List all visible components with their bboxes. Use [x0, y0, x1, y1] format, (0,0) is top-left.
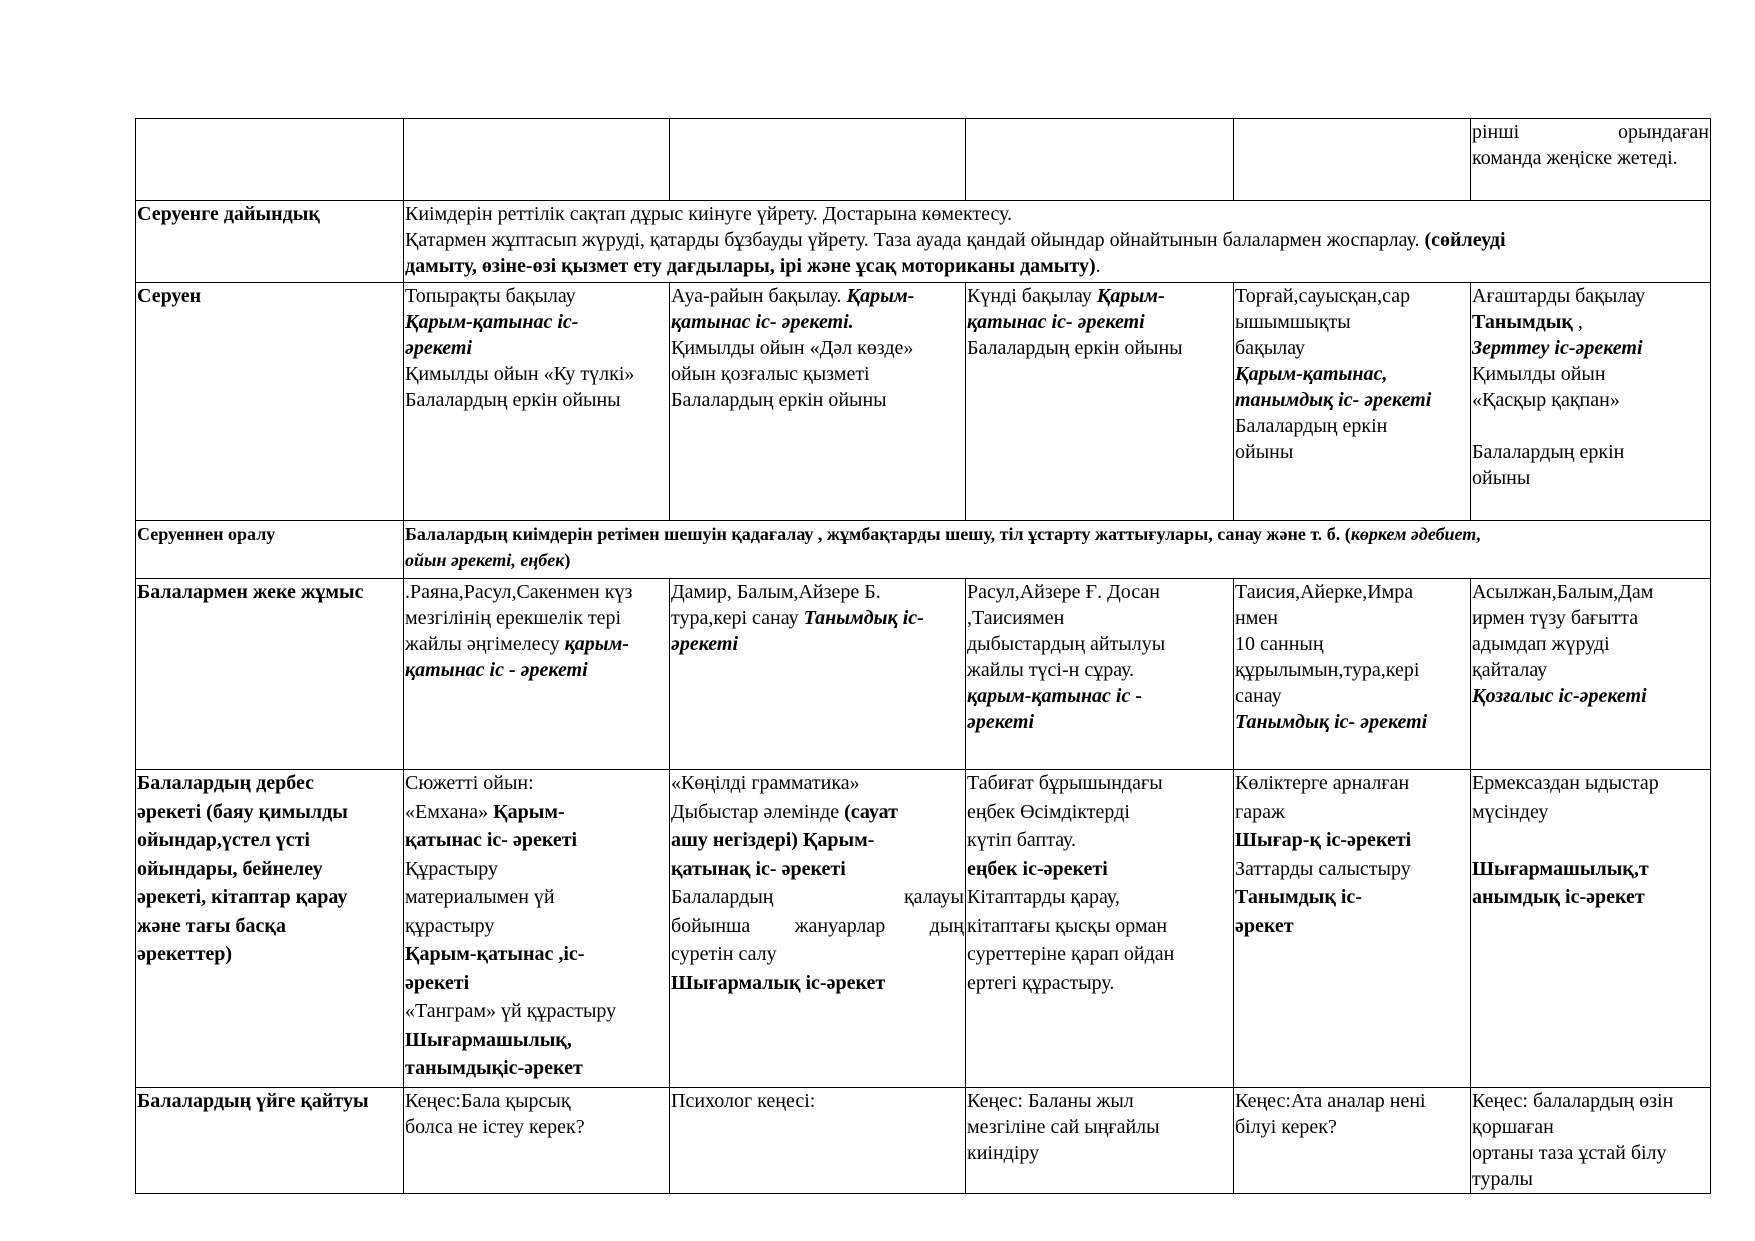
cell-text: Қимылды ойын	[1472, 363, 1606, 385]
table-row	[136, 1088, 1711, 1194]
cell-independent-mon	[404, 770, 670, 1088]
daily-plan-table	[135, 118, 1711, 1194]
row-head-return: Серуеннен оралу	[136, 521, 404, 579]
cell-text: Қозғалыс іс-әрекеті	[1472, 685, 1647, 707]
cell-text: Кеңес:Бала қырсық	[405, 1090, 571, 1112]
cell-text: Құрастыру	[405, 857, 499, 880]
cell-home-mon	[404, 1088, 670, 1194]
cell-text: туралы	[1472, 1168, 1533, 1190]
cell-text: әрекеті (баяу қимылды	[137, 800, 348, 823]
cell-text: ойындар,үстел үсті	[137, 829, 310, 851]
cell-text: Киімдерін реттілік сақтап дұрыс киінуге үйрету. Достарына көмектесу.	[405, 203, 1013, 225]
cell-text: қатынас іс- әрекеті	[405, 829, 578, 851]
cell-text: құрылымын,тура,кері	[1235, 659, 1420, 681]
cell-text: және тағы басқа	[137, 914, 286, 937]
cell-text: гараж	[1235, 800, 1285, 823]
cell-text: ойын қозғалыс қызметі	[671, 363, 870, 385]
cell-text: ертегі құрастыру.	[967, 971, 1115, 994]
cell-text: Кеңес: Баланы жыл	[967, 1090, 1134, 1112]
cell-text: қарым-	[564, 633, 630, 655]
cell-text: Сюжетті ойын:	[405, 772, 534, 794]
cell-text: Шығармалық іс-әрекет	[671, 971, 886, 994]
cell-text: Заттарды салыстыру	[1235, 857, 1411, 880]
cell-walk-tue	[670, 283, 966, 521]
cell-text: қарым-қатынас іс -	[967, 685, 1143, 707]
cell-empty	[966, 119, 1234, 201]
cell-text: Ауа-райын бақылау.	[671, 285, 842, 307]
cell-walk-mon	[404, 283, 670, 521]
cell-text: ойыны	[1235, 441, 1294, 463]
cell-text: «Емхана»	[405, 800, 489, 823]
cell-text: болса не істеу керек?	[405, 1116, 585, 1138]
cell-text: ортаны таза ұстай білу	[1472, 1142, 1667, 1164]
cell-text: құрастыру	[405, 914, 495, 937]
cell-independent-fri	[1471, 770, 1711, 1088]
cell-text: Кеңес:Ата аналар нені	[1235, 1090, 1426, 1112]
cell-independent-tue	[670, 770, 966, 1088]
cell-text: білуі керек?	[1235, 1116, 1337, 1138]
cell-independent-wed	[966, 770, 1234, 1088]
cell-text: «Танграм» үй құрастыру	[405, 1000, 617, 1022]
cell-text: қайталау	[1472, 659, 1548, 681]
cell-text: мүсіндеу	[1472, 800, 1549, 823]
cell-text	[1472, 827, 1709, 856]
cell-text: жайлы әңгімелесу	[405, 633, 560, 655]
cell-empty	[404, 119, 670, 201]
cell-text: Торғай,сауысқан,сар	[1235, 285, 1411, 307]
cell-text: жайлы түсі-н сұрау.	[967, 659, 1135, 681]
cell-text: ойыны	[1472, 467, 1531, 489]
cell-text: Расул,Айзере Ғ. Досан	[967, 581, 1160, 603]
cell-text: Көліктерге арналған	[1235, 772, 1410, 794]
cell-preparation	[404, 201, 1711, 283]
row-head-home: Балалардың үйге қайтуы	[136, 1088, 404, 1194]
cell-text: «Қасқыр қақпан»	[1472, 389, 1620, 411]
cell-text: мезгіліне сай ыңғайлы	[967, 1116, 1160, 1138]
table-row	[136, 119, 1711, 201]
cell-text: Қарым-қатынас іс-	[405, 311, 579, 333]
cell-text: Шығар-қ іс-әрекеті	[1235, 829, 1412, 851]
cell-text: ирмен түзу бағытта	[1472, 607, 1639, 629]
cell-text: әрекет	[1235, 914, 1294, 937]
cell-text: .	[1095, 255, 1101, 277]
cell-text: .Раяна,Расул,Сакенмен күз	[405, 581, 633, 603]
row-head-walk: Серуен	[136, 283, 404, 521]
cell-text: ойындары, бейнелеу	[137, 857, 323, 880]
cell-text: әрекеті	[405, 971, 470, 994]
cell-text: ышымшықты	[1235, 311, 1351, 333]
cell-text: көркем әдебиет,	[1350, 524, 1482, 544]
cell-text: Асылжан,Балым,Дам	[1472, 581, 1654, 603]
cell-text: Шығармашылық,т	[1472, 857, 1649, 880]
row-head-preparation: Серуенге дайындық	[136, 201, 404, 283]
cell-text: Табиғат бұрышындағы	[967, 772, 1163, 794]
cell-individual-mon	[404, 579, 670, 770]
row-head-empty	[136, 119, 404, 201]
cell-text: бақылау	[1235, 337, 1306, 359]
cell-text: қатынас іс- әрекеті	[967, 311, 1145, 333]
cell-text: еңбек Өсімдіктерді	[967, 800, 1130, 823]
cell-text: Зерттеу іс-әрекеті	[1472, 337, 1643, 359]
cell-text: Балалардың киімдерін ретімен шешуін қадағалау , жұмбақтарды шешу, тіл ұстарту жаттығулары, санау және т. б. (	[405, 524, 1351, 544]
cell-text: әрекеті	[967, 711, 1035, 733]
cell-text: Балалардың дербес	[137, 772, 314, 794]
cell-text: бойынша жануарлар дың	[671, 914, 964, 937]
cell-text: Қимылды ойын «Дәл көзде»	[671, 337, 914, 359]
cell-text: Дыбыстар әлемінде	[671, 800, 840, 823]
cell-text: әрекеттер)	[137, 943, 233, 965]
cell-text: Танымдық іс- әрекеті	[1235, 711, 1428, 733]
row-head-individual: Балалармен жеке жұмыс	[136, 579, 404, 770]
cell-text: әрекеті	[671, 633, 739, 655]
cell-text: қатынас іс- әрекеті.	[671, 311, 854, 333]
cell-text: ашу негіздері) Қарым-	[671, 829, 875, 851]
cell-text: нмен	[1235, 607, 1278, 629]
cell-text: Шығармашылық,	[405, 1028, 572, 1051]
cell-text: қоршаған	[1472, 1116, 1554, 1138]
cell-text: Кеңес: балалардың өзін	[1472, 1090, 1674, 1112]
cell-text: Қарым-қатынас,	[1235, 363, 1388, 385]
cell-text: 10 санның	[1235, 633, 1324, 655]
cell-individual-tue	[670, 579, 966, 770]
cell-home-tue	[670, 1088, 966, 1194]
cell-text: суретін салу	[671, 943, 777, 965]
table-row	[136, 521, 1711, 579]
cell-text: команда жеңіске жетеді.	[1472, 147, 1678, 169]
cell-text: киіндіру	[967, 1142, 1040, 1164]
cell-individual-thu	[1234, 579, 1471, 770]
cell-text: қатынақ іс- әрекеті	[671, 857, 846, 880]
cell-text: )	[564, 550, 571, 570]
cell-text: (сөйлеуді	[1424, 229, 1506, 251]
cell-text: Таисия,Айерке,Имра	[1235, 581, 1414, 603]
table-row	[136, 283, 1711, 521]
cell-text: мезгілінің ерекшелік тері	[405, 607, 622, 629]
cell-text: Қатармен жұптасып жүруді, қатарды бұзбауды үйрету. Таза ауада қандай ойындар ойнайтынын балалармен жоспарлау.	[405, 229, 1420, 251]
cell-walk-wed	[966, 283, 1234, 521]
cell-text: Ағаштарды бақылау	[1472, 285, 1646, 307]
cell-text: танымдықіс-әрекет	[405, 1057, 583, 1079]
cell-text: суреттеріне қарап ойдан	[967, 943, 1175, 965]
cell-text	[1472, 413, 1709, 439]
cell-text: Қимылды ойын «Ку түлкі»	[405, 363, 635, 385]
table-row	[136, 201, 1711, 283]
cell-text: ойын әрекеті, еңбек	[405, 550, 565, 570]
cell-text: Танымдық іс-	[803, 607, 924, 629]
cell-individual-wed	[966, 579, 1234, 770]
cell-text: адымдап жүруді	[1472, 633, 1610, 655]
cell-text: Балалардың еркін ойыны	[405, 389, 621, 411]
cell-text: Балалардың еркін ойыны	[967, 337, 1183, 359]
cell-text: (сауат	[844, 800, 898, 823]
cell-home-thu	[1234, 1088, 1471, 1194]
cell-text: Балалардың еркін ойыны	[671, 389, 887, 411]
cell-text: әрекеті, кітаптар қарау	[137, 886, 348, 908]
cell-text: Ермексаздан ыдыстар	[1472, 772, 1659, 794]
cell-text: Қарым-	[493, 800, 565, 823]
cell-text: еңбек іс-әрекеті	[967, 857, 1108, 880]
cell-empty	[670, 119, 966, 201]
cell-individual-fri	[1471, 579, 1711, 770]
cell-text: қатынас іс - әрекеті	[405, 659, 588, 681]
table-row	[136, 770, 1711, 1088]
table-row	[136, 579, 1711, 770]
cell-text: материалымен үй	[405, 886, 555, 908]
cell-home-fri	[1471, 1088, 1711, 1194]
cell-text: әрекеті	[405, 337, 473, 359]
cell-text: Танымдық	[1472, 311, 1573, 333]
cell-walk-fri	[1471, 283, 1711, 521]
cell-walk-thu	[1234, 283, 1471, 521]
cell-text: Күнді бақылау	[967, 285, 1092, 307]
cell-home-wed	[966, 1088, 1234, 1194]
cell-text: Қарым-қатынас ,іс-	[405, 943, 585, 965]
cell-text: санау	[1235, 685, 1282, 707]
cell-text: Дамир, Балым,Айзере Б.	[671, 581, 881, 603]
cell-text: ,	[1572, 311, 1583, 333]
cell-text: тура,кері санау	[671, 607, 799, 629]
cell-return	[404, 521, 1711, 579]
cell-text: Балалардың еркін	[1472, 441, 1625, 463]
cell-text: Балалардың қалауы	[671, 886, 964, 908]
cell-text: танымдық іс- әрекеті	[1235, 389, 1432, 411]
cell-text: Балалардың еркін	[1235, 415, 1388, 437]
cell-text: рінші орындаған	[1472, 121, 1709, 143]
cell-text: Қарым-	[846, 285, 915, 307]
row-head-independent	[136, 770, 404, 1088]
cell-text: кітаптағы қысқы орман	[967, 914, 1168, 937]
cell-text: Танымдық іс-	[1235, 886, 1362, 908]
cell-text: Топырақты бақылау	[405, 285, 576, 307]
cell-team-winner	[1471, 119, 1711, 201]
cell-text: Кітаптарды қарау,	[967, 886, 1120, 908]
cell-text: дыбыстардың айтылуы	[967, 633, 1166, 655]
cell-empty	[1234, 119, 1471, 201]
cell-text: дамыту, өзіне-өзі қызмет ету дағдылары, ірі және ұсақ моториканы дамыту)	[405, 255, 1096, 277]
cell-text: күтіп баптау.	[967, 829, 1077, 851]
cell-independent-thu	[1234, 770, 1471, 1088]
cell-text: Психолог кеңесі:	[671, 1090, 816, 1112]
cell-text: ,Таисиямен	[967, 607, 1065, 629]
cell-text: «Көңілді грамматика»	[671, 772, 860, 794]
cell-text: Қарым-	[1096, 285, 1165, 307]
cell-text: анымдық іс-әрекет	[1472, 886, 1645, 908]
